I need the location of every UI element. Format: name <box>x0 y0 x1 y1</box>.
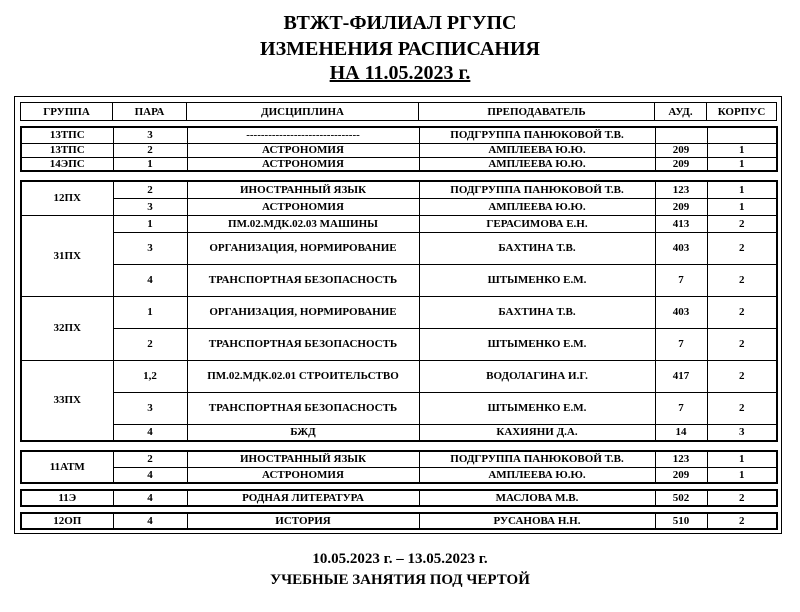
aud-cell: 417 <box>655 360 707 392</box>
col-header-group: ГРУППА <box>21 103 113 121</box>
discipline-cell: ОРГАНИЗАЦИЯ, НОРМИРОВАНИЕ <box>187 296 419 328</box>
teacher-cell: БАХТИНА Т.В. <box>419 296 655 328</box>
col-header-para: ПАРА <box>113 103 187 121</box>
korpus-cell: 2 <box>707 215 777 232</box>
discipline-cell: АСТРОНОМИЯ <box>187 467 419 483</box>
para-cell: 3 <box>113 127 187 143</box>
para-cell: 4 <box>113 513 187 529</box>
korpus-cell: 1 <box>707 198 777 215</box>
aud-cell <box>655 127 707 143</box>
column-header-table <box>20 102 777 121</box>
para-cell: 3 <box>113 392 187 424</box>
para-cell: 2 <box>113 181 187 198</box>
table-row <box>21 360 777 392</box>
discipline-cell: БЖД <box>187 424 419 441</box>
group-cell: 13ТПС <box>21 143 113 157</box>
aud-cell: 123 <box>655 181 707 198</box>
para-cell: 1 <box>113 157 187 171</box>
group-cell: 31ПХ <box>21 215 113 296</box>
schedule-block <box>20 450 778 484</box>
discipline-cell: ИНОСТРАННЫЙ ЯЗЫК <box>187 181 419 198</box>
teacher-cell: ШТЫМЕНКО Е.М. <box>419 264 655 296</box>
table-row <box>21 215 777 232</box>
table-row <box>21 424 777 441</box>
schedule-block <box>20 512 778 530</box>
table-row <box>21 513 777 529</box>
table-row <box>21 143 777 157</box>
para-cell: 3 <box>113 232 187 264</box>
table-row <box>21 451 777 467</box>
aud-cell: 209 <box>655 198 707 215</box>
para-cell: 4 <box>113 424 187 441</box>
teacher-cell: АМПЛЕЕВА Ю.Ю. <box>419 157 655 171</box>
teacher-cell: ШТЫМЕНКО Е.М. <box>419 328 655 360</box>
para-cell: 2 <box>113 143 187 157</box>
aud-cell: 7 <box>655 392 707 424</box>
korpus-cell: 1 <box>707 467 777 483</box>
teacher-cell: ПОДГРУППА ПАНЮКОВОЙ Т.В. <box>419 181 655 198</box>
para-cell: 4 <box>113 490 187 506</box>
group-cell: 13ТПС <box>21 127 113 143</box>
group-cell: 32ПХ <box>21 296 113 360</box>
table-row <box>21 127 777 143</box>
discipline-cell: ОРГАНИЗАЦИЯ, НОРМИРОВАНИЕ <box>187 232 419 264</box>
korpus-cell: 2 <box>707 392 777 424</box>
teacher-cell: АМПЛЕЕВА Ю.Ю. <box>419 143 655 157</box>
korpus-cell: 3 <box>707 424 777 441</box>
aud-cell: 413 <box>655 215 707 232</box>
korpus-cell: 1 <box>707 451 777 467</box>
group-cell: 11АТМ <box>21 451 113 483</box>
aud-cell: 209 <box>655 143 707 157</box>
schedule-block <box>20 126 778 172</box>
col-header-teacher: ПРЕПОДАВАТЕЛЬ <box>419 103 655 121</box>
para-cell: 4 <box>113 264 187 296</box>
table-row <box>21 296 777 328</box>
group-cell: 11Э <box>21 490 113 506</box>
discipline-cell: ------------------------------- <box>187 127 419 143</box>
korpus-cell: 2 <box>707 490 777 506</box>
aud-cell: 123 <box>655 451 707 467</box>
korpus-cell: 2 <box>707 360 777 392</box>
teacher-cell: ШТЫМЕНКО Е.М. <box>419 392 655 424</box>
aud-cell: 403 <box>655 296 707 328</box>
discipline-cell: ПМ.02.МДК.02.03 МАШИНЫ <box>187 215 419 232</box>
aud-cell: 510 <box>655 513 707 529</box>
discipline-cell: ИНОСТРАННЫЙ ЯЗЫК <box>187 451 419 467</box>
discipline-cell: АСТРОНОМИЯ <box>187 198 419 215</box>
korpus-cell: 2 <box>707 232 777 264</box>
teacher-cell: АМПЛЕЕВА Ю.Ю. <box>419 198 655 215</box>
discipline-cell: РОДНАЯ ЛИТЕРАТУРА <box>187 490 419 506</box>
discipline-cell: ПМ.02.МДК.02.01 СТРОИТЕЛЬСТВО <box>187 360 419 392</box>
schedule-block <box>20 180 778 442</box>
teacher-cell: ПОДГРУППА ПАНЮКОВОЙ Т.В. <box>419 451 655 467</box>
korpus-cell: 1 <box>707 157 777 171</box>
discipline-cell: ИСТОРИЯ <box>187 513 419 529</box>
footer-note: УЧЕБНЫЕ ЗАНЯТИЯ ПОД ЧЕРТОЙ <box>270 572 530 588</box>
para-cell: 3 <box>113 198 187 215</box>
table-row <box>21 264 777 296</box>
table-row <box>21 232 777 264</box>
discipline-cell: ТРАНСПОРТНАЯ БЕЗОПАСНОСТЬ <box>187 392 419 424</box>
aud-cell: 502 <box>655 490 707 506</box>
para-cell: 1,2 <box>113 360 187 392</box>
table-row <box>21 181 777 198</box>
para-cell: 1 <box>113 215 187 232</box>
schedule-block <box>20 489 778 507</box>
para-cell: 4 <box>113 467 187 483</box>
table-row <box>21 392 777 424</box>
table-row <box>21 467 777 483</box>
discipline-cell: АСТРОНОМИЯ <box>187 143 419 157</box>
teacher-cell: МАСЛОВА М.В. <box>419 490 655 506</box>
group-cell: 14ЭПС <box>21 157 113 171</box>
aud-cell: 403 <box>655 232 707 264</box>
col-header-korpus: КОРПУС <box>707 103 777 121</box>
group-cell: 12ОП <box>21 513 113 529</box>
group-cell: 33ПХ <box>21 360 113 441</box>
header-institution: ВТЖТ-ФИЛИАЛ РГУПС <box>283 12 517 34</box>
para-cell: 1 <box>113 296 187 328</box>
korpus-cell: 1 <box>707 143 777 157</box>
teacher-cell: АМПЛЕЕВА Ю.Ю. <box>419 467 655 483</box>
korpus-cell: 1 <box>707 181 777 198</box>
table-row <box>21 490 777 506</box>
header-date: НА 11.05.2023 г. <box>329 62 471 84</box>
aud-cell: 14 <box>655 424 707 441</box>
para-cell: 2 <box>113 328 187 360</box>
korpus-cell: 2 <box>707 328 777 360</box>
header-title: ИЗМЕНЕНИЯ РАСПИСАНИЯ <box>260 38 540 60</box>
group-cell: 12ПХ <box>21 181 113 215</box>
discipline-cell: АСТРОНОМИЯ <box>187 157 419 171</box>
korpus-cell: 2 <box>707 513 777 529</box>
table-row <box>21 157 777 171</box>
teacher-cell: РУСАНОВА Н.Н. <box>419 513 655 529</box>
teacher-cell: БАХТИНА Т.В. <box>419 232 655 264</box>
teacher-cell: КАХИЯНИ Д.А. <box>419 424 655 441</box>
teacher-cell: ВОДОЛАГИНА И.Г. <box>419 360 655 392</box>
korpus-cell <box>707 127 777 143</box>
teacher-cell: ГЕРАСИМОВА Е.Н. <box>419 215 655 232</box>
table-row <box>21 328 777 360</box>
discipline-cell: ТРАНСПОРТНАЯ БЕЗОПАСНОСТЬ <box>187 328 419 360</box>
discipline-cell: ТРАНСПОРТНАЯ БЕЗОПАСНОСТЬ <box>187 264 419 296</box>
para-cell: 2 <box>113 451 187 467</box>
aud-cell: 209 <box>655 467 707 483</box>
aud-cell: 7 <box>655 264 707 296</box>
col-header-aud: АУД. <box>655 103 707 121</box>
table-row <box>21 198 777 215</box>
korpus-cell: 2 <box>707 296 777 328</box>
aud-cell: 7 <box>655 328 707 360</box>
aud-cell: 209 <box>655 157 707 171</box>
col-header-discipline: ДИСЦИПЛИНА <box>187 103 419 121</box>
footer-date-range: 10.05.2023 г. – 13.05.2023 г. <box>312 551 488 567</box>
teacher-cell: ПОДГРУППА ПАНЮКОВОЙ Т.В. <box>419 127 655 143</box>
korpus-cell: 2 <box>707 264 777 296</box>
